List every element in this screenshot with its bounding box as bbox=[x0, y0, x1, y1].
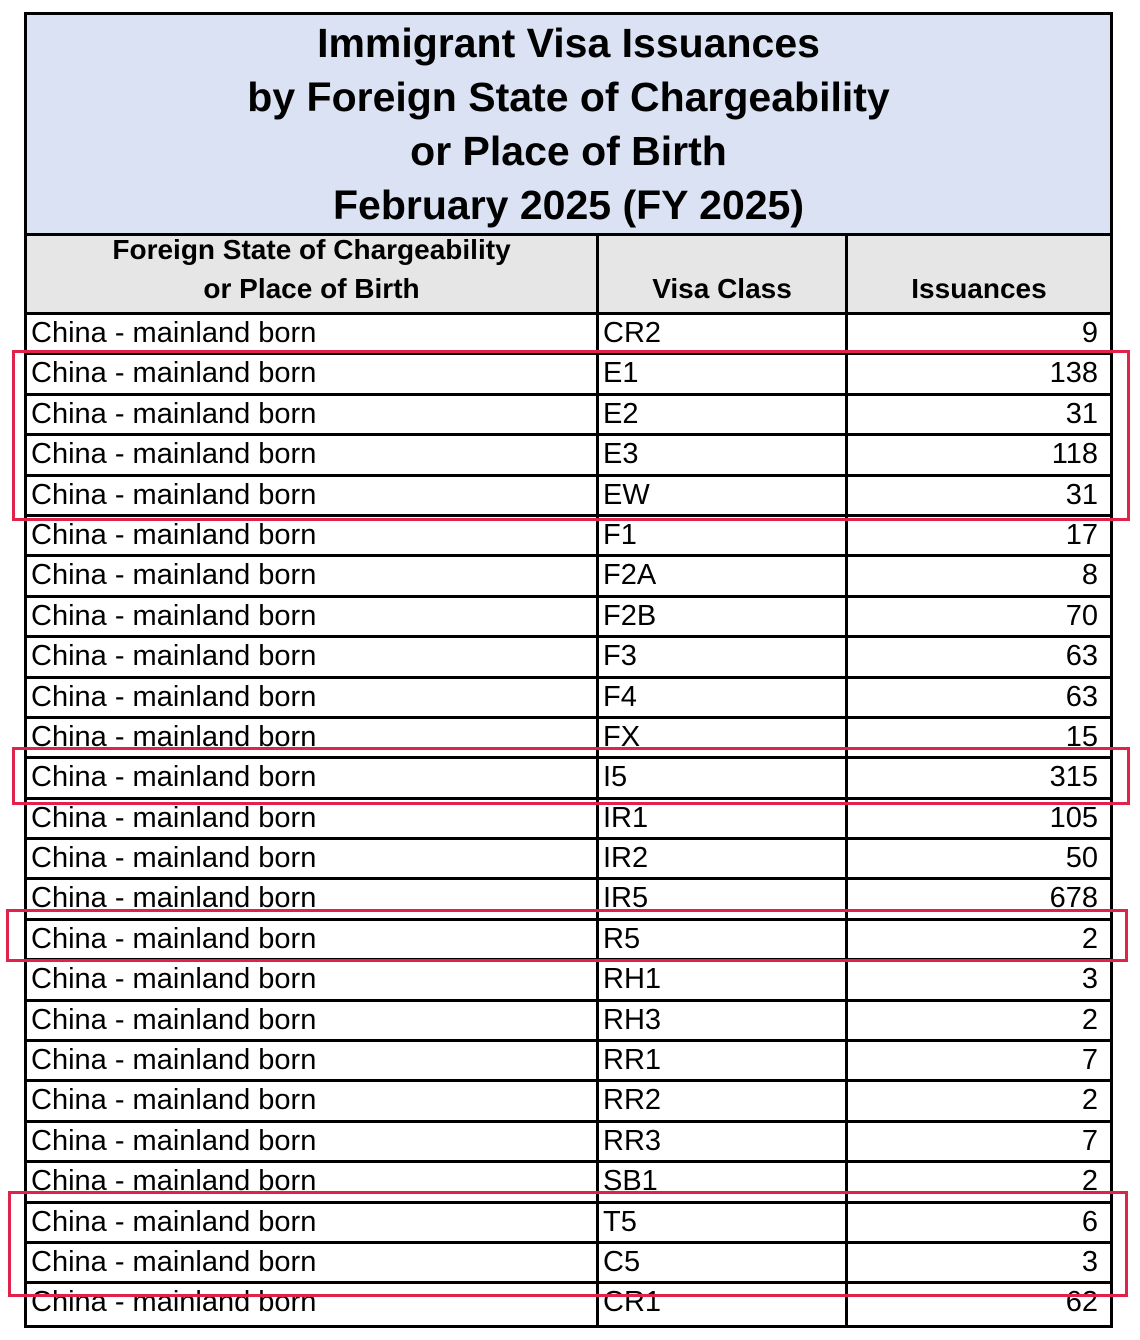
cell-visa-class: RR2 bbox=[596, 1082, 845, 1119]
cell-issuances: 678 bbox=[845, 880, 1110, 917]
table-row bbox=[27, 921, 1110, 961]
cell-state: China - mainland born bbox=[31, 559, 317, 592]
cell-issuances: 50 bbox=[845, 840, 1110, 877]
cell-visa-class: C5 bbox=[596, 1244, 845, 1281]
table-row bbox=[27, 598, 1110, 638]
cell-visa-class: F2A bbox=[596, 557, 845, 594]
table-row bbox=[27, 759, 1110, 799]
cell-visa-class: IR2 bbox=[596, 840, 845, 877]
cell-visa-class: R5 bbox=[596, 921, 845, 958]
cell-visa-class: F4 bbox=[596, 679, 845, 716]
cell-visa-class: CR2 bbox=[596, 315, 845, 352]
cell-state: China - mainland born bbox=[31, 1286, 317, 1319]
cell-issuances: 17 bbox=[845, 517, 1110, 554]
column-header-state bbox=[27, 236, 596, 312]
table-row bbox=[27, 1042, 1110, 1082]
column-header-state-line-1: Foreign State of Chargeability bbox=[112, 234, 511, 265]
table-row bbox=[27, 477, 1110, 517]
table-row bbox=[27, 1284, 1110, 1324]
table-row bbox=[27, 840, 1110, 880]
cell-visa-class: RH3 bbox=[596, 1002, 845, 1039]
cell-state: China - mainland born bbox=[31, 478, 317, 511]
table-row bbox=[27, 800, 1110, 840]
cell-state: China - mainland born bbox=[31, 1165, 317, 1198]
cell-state: China - mainland born bbox=[31, 599, 317, 632]
cell-visa-class: RR1 bbox=[596, 1042, 845, 1079]
table-row bbox=[27, 1082, 1110, 1122]
cell-issuances: 138 bbox=[845, 355, 1110, 392]
cell-state: China - mainland born bbox=[31, 438, 317, 471]
cell-state: China - mainland born bbox=[31, 1003, 317, 1036]
cell-visa-class: F3 bbox=[596, 638, 845, 675]
table-row bbox=[27, 1204, 1110, 1244]
cell-state: China - mainland born bbox=[31, 963, 317, 996]
table-row bbox=[27, 517, 1110, 557]
cell-state: China - mainland born bbox=[31, 922, 317, 955]
table-row bbox=[27, 1163, 1110, 1203]
cell-visa-class: IR1 bbox=[596, 800, 845, 837]
cell-state: China - mainland born bbox=[31, 720, 317, 753]
cell-issuances: 7 bbox=[845, 1123, 1110, 1160]
cell-issuances: 8 bbox=[845, 557, 1110, 594]
cell-state: China - mainland born bbox=[31, 317, 317, 349]
cell-visa-class: RR3 bbox=[596, 1123, 845, 1160]
table-row bbox=[27, 355, 1110, 395]
table-row bbox=[27, 880, 1110, 920]
column-header-visa-class bbox=[596, 236, 845, 312]
cell-state: China - mainland born bbox=[31, 640, 317, 673]
cell-issuances: 70 bbox=[845, 598, 1110, 635]
title-line-1: Immigrant Visa Issuances bbox=[317, 20, 820, 66]
column-header-visa-class-label: Visa Class bbox=[652, 273, 792, 304]
cell-state: China - mainland born bbox=[31, 1124, 317, 1157]
cell-visa-class: F1 bbox=[596, 517, 845, 554]
cell-visa-class: CR1 bbox=[596, 1284, 845, 1324]
cell-issuances: 7 bbox=[845, 1042, 1110, 1079]
cell-issuances: 63 bbox=[845, 638, 1110, 675]
column-header-row bbox=[27, 236, 1110, 315]
cell-visa-class: I5 bbox=[596, 759, 845, 796]
cell-issuances: 2 bbox=[845, 921, 1110, 958]
table-row bbox=[27, 557, 1110, 597]
cell-issuances: 31 bbox=[845, 396, 1110, 433]
cell-issuances: 62 bbox=[845, 1284, 1110, 1324]
title-line-4: February 2025 (FY 2025) bbox=[333, 182, 804, 228]
table-row bbox=[27, 638, 1110, 678]
table-row bbox=[27, 719, 1110, 759]
cell-state: China - mainland born bbox=[31, 1245, 317, 1278]
table-title bbox=[27, 15, 1110, 236]
cell-issuances: 2 bbox=[845, 1082, 1110, 1119]
cell-state: China - mainland born bbox=[31, 518, 317, 551]
cell-state: China - mainland born bbox=[31, 680, 317, 713]
cell-visa-class: FX bbox=[596, 719, 845, 756]
cell-state: China - mainland born bbox=[31, 761, 317, 794]
cell-issuances: 2 bbox=[845, 1002, 1110, 1039]
cell-issuances: 15 bbox=[845, 719, 1110, 756]
cell-issuances: 9 bbox=[845, 315, 1110, 352]
table-row bbox=[27, 436, 1110, 476]
cell-state: China - mainland born bbox=[31, 1044, 317, 1077]
column-header-state-line-2: or Place of Birth bbox=[203, 273, 420, 304]
cell-issuances: 3 bbox=[845, 961, 1110, 998]
cell-visa-class: EW bbox=[596, 477, 845, 514]
table-row bbox=[27, 396, 1110, 436]
cell-visa-class: T5 bbox=[596, 1204, 845, 1241]
title-line-2: by Foreign State of Chargeability bbox=[247, 74, 890, 120]
cell-issuances: 315 bbox=[845, 759, 1110, 796]
table-row bbox=[27, 315, 1110, 355]
cell-issuances: 63 bbox=[845, 679, 1110, 716]
cell-state: China - mainland born bbox=[31, 397, 317, 430]
table-row bbox=[27, 1002, 1110, 1042]
cell-state: China - mainland born bbox=[31, 842, 317, 875]
title-line-3: or Place of Birth bbox=[410, 128, 727, 174]
cell-issuances: 118 bbox=[845, 436, 1110, 473]
cell-issuances: 2 bbox=[845, 1163, 1110, 1200]
column-header-issuances bbox=[845, 236, 1110, 312]
cell-state: China - mainland born bbox=[31, 1084, 317, 1117]
cell-visa-class: IR5 bbox=[596, 880, 845, 917]
cell-visa-class: F2B bbox=[596, 598, 845, 635]
cell-visa-class: SB1 bbox=[596, 1163, 845, 1200]
cell-issuances: 3 bbox=[845, 1244, 1110, 1281]
cell-issuances: 31 bbox=[845, 477, 1110, 514]
cell-visa-class: E1 bbox=[596, 355, 845, 392]
cell-visa-class: E3 bbox=[596, 436, 845, 473]
cell-state: China - mainland born bbox=[31, 1205, 317, 1238]
cell-visa-class: RH1 bbox=[596, 961, 845, 998]
column-header-issuances-label: Issuances bbox=[911, 273, 1047, 304]
cell-state: China - mainland born bbox=[31, 882, 317, 915]
cell-issuances: 105 bbox=[845, 800, 1110, 837]
cell-state: China - mainland born bbox=[31, 357, 317, 390]
table-row bbox=[27, 1244, 1110, 1284]
visa-issuance-table bbox=[24, 12, 1113, 1328]
table-row bbox=[27, 679, 1110, 719]
table-row bbox=[27, 961, 1110, 1001]
cell-issuances: 6 bbox=[845, 1204, 1110, 1241]
table-body bbox=[27, 315, 1110, 1325]
cell-visa-class: E2 bbox=[596, 396, 845, 433]
table-row bbox=[27, 1123, 1110, 1163]
cell-state: China - mainland born bbox=[31, 801, 317, 834]
